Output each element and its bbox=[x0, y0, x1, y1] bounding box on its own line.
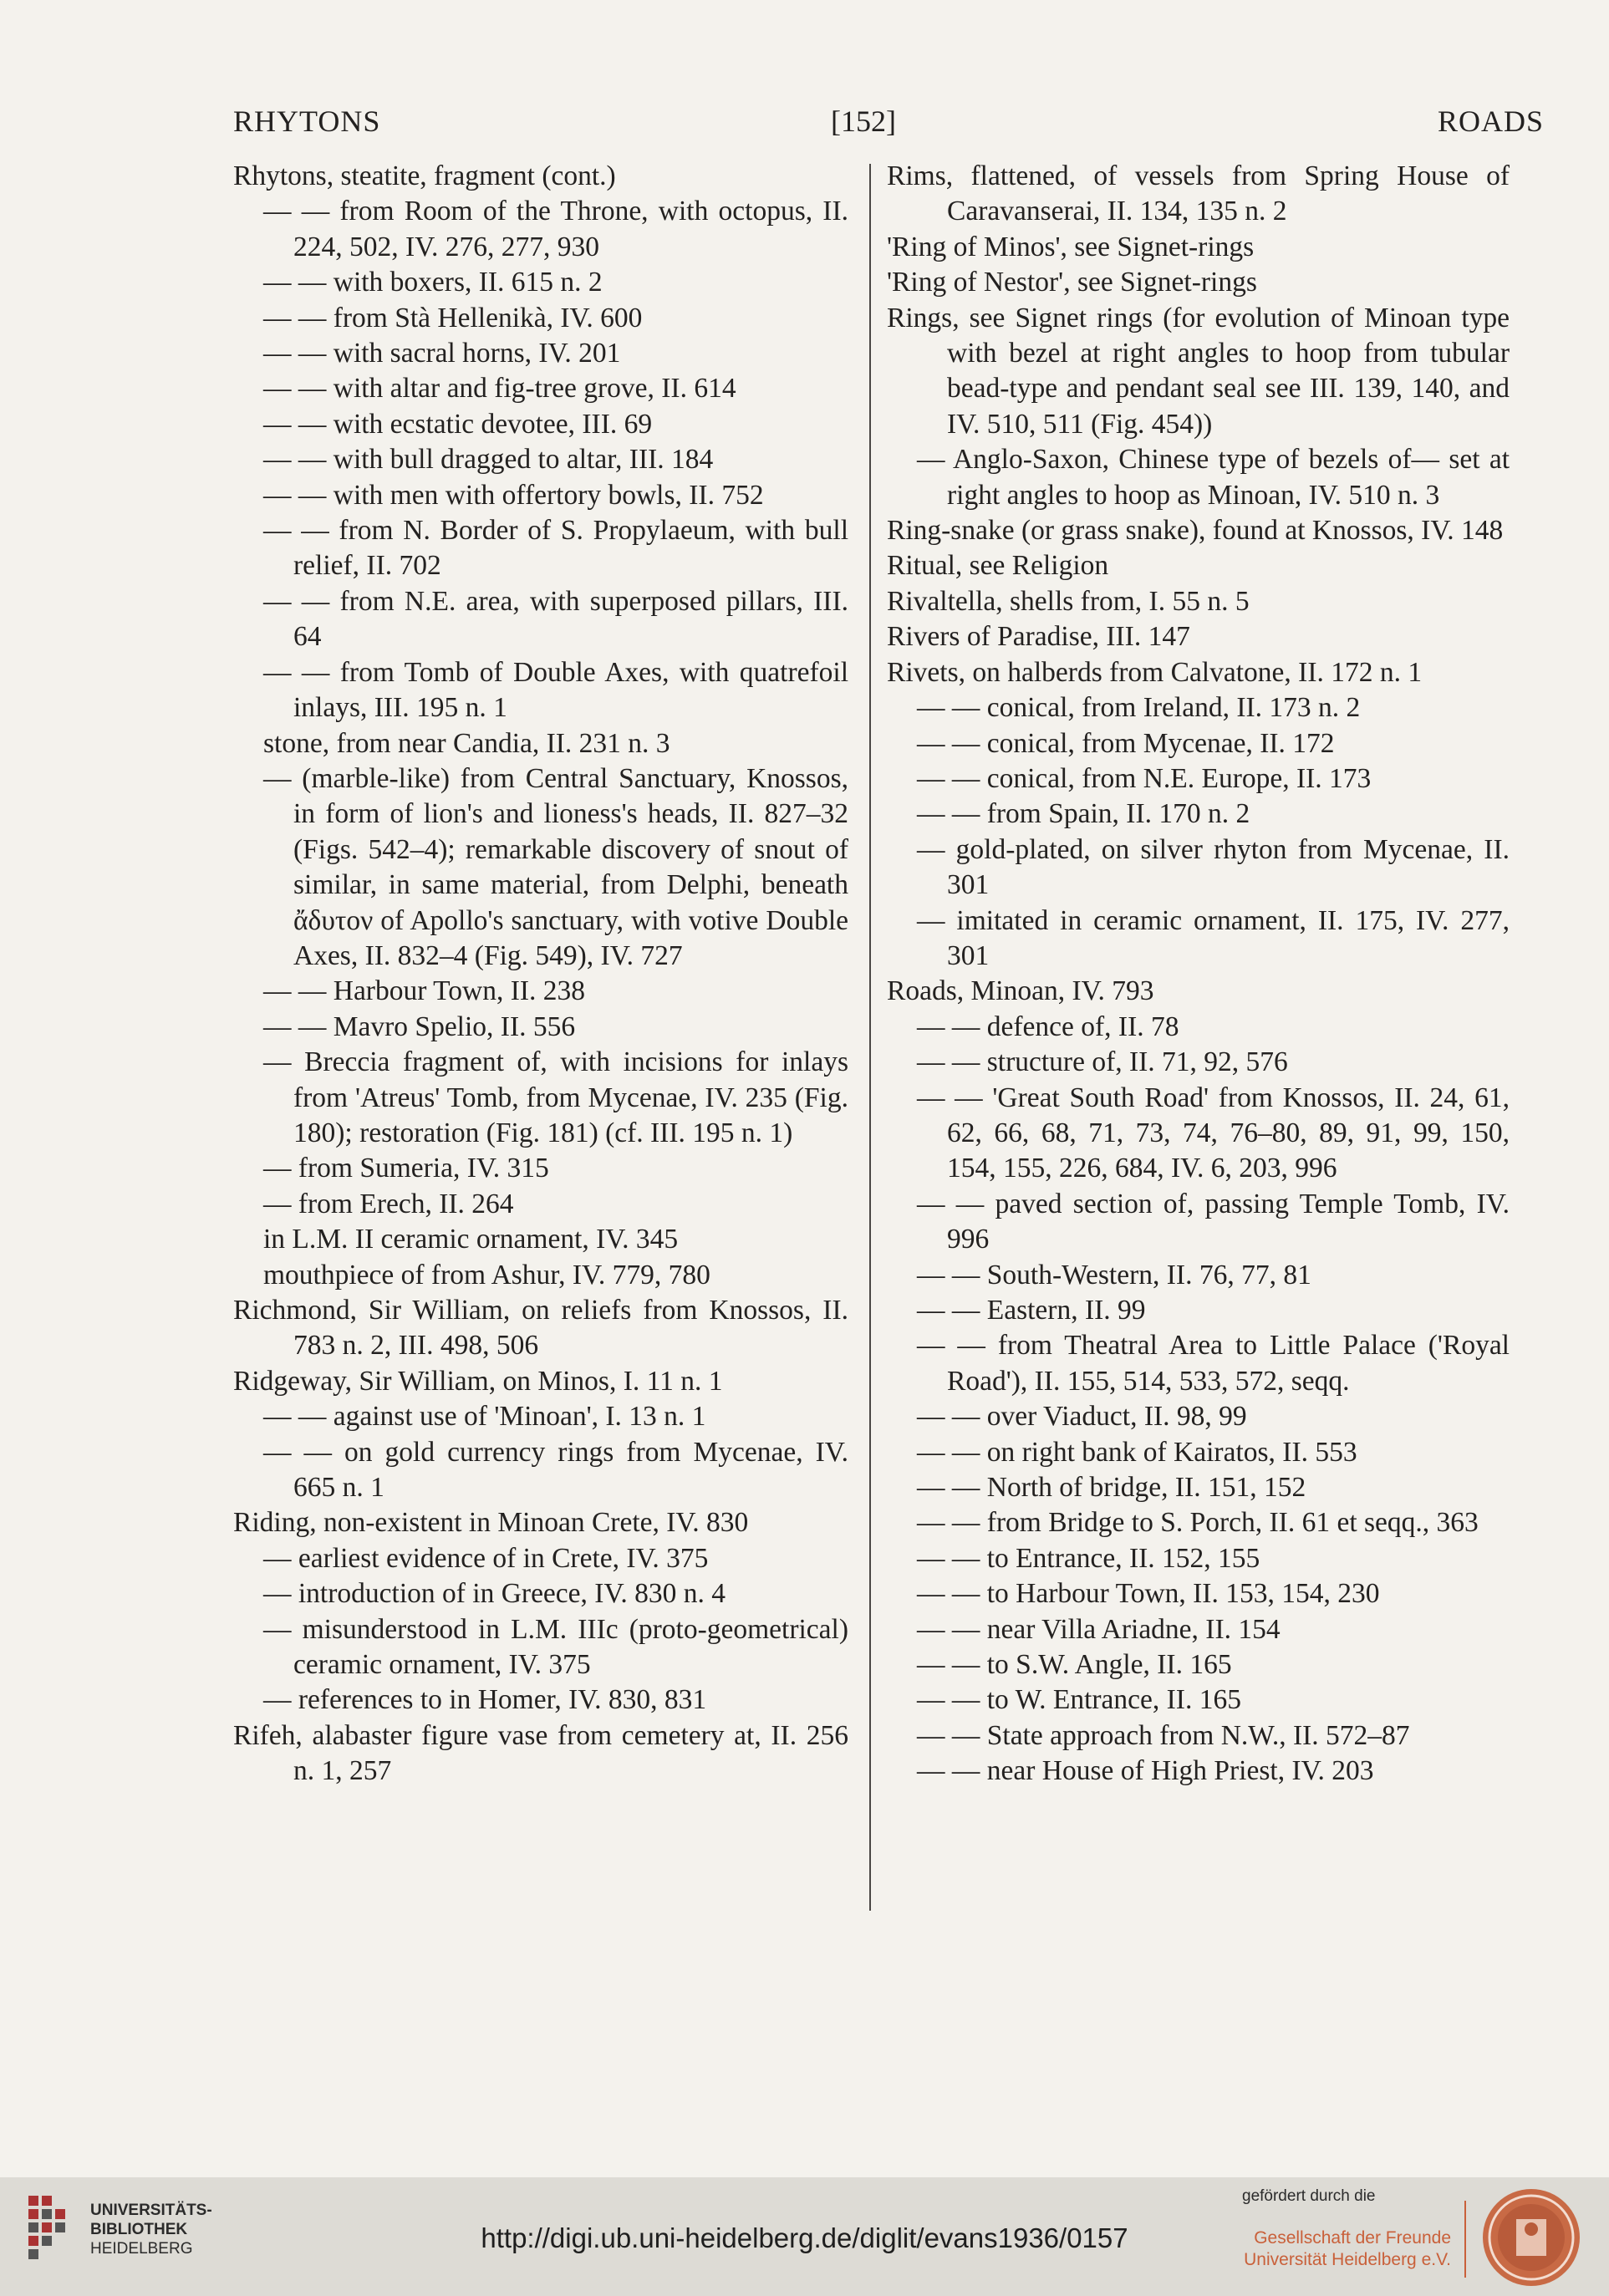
index-entry: — — to W. Entrance, II. 165 bbox=[917, 1684, 1241, 1716]
index-entry: — Anglo-Saxon, Chinese type of bezels of— set at right angles to hoop as Minoan, IV. 510 n. 3 bbox=[917, 444, 1510, 511]
index-entry: — — to Harbour Town, II. 153, 154, 230 bbox=[917, 1578, 1380, 1610]
index-entry: — — with boxers, II. 615 n. 2 bbox=[263, 267, 603, 298]
index-entry: — — from Theatral Area to Little Palace ('Royal Road'), II. 155, 514, 533, 572, seqq. bbox=[917, 1330, 1510, 1397]
digitization-footer bbox=[0, 2177, 1609, 2296]
index-entry: — — over Viaduct, II. 98, 99 bbox=[917, 1401, 1247, 1433]
index-entry: 'Ring of Nestor', see Signet-rings bbox=[887, 267, 1257, 298]
index-entry: — gold-plated, on silver rhyton from Mycenae, II. 301 bbox=[917, 833, 1510, 901]
index-entry: — references to in Homer, IV. 830, 831 bbox=[263, 1684, 707, 1716]
index-entry: Roads, Minoan, IV. 793 bbox=[887, 975, 1154, 1007]
index-entry: — — conical, from Mycenae, II. 172 bbox=[917, 727, 1335, 759]
index-entry: — — paved section of, passing Temple Tomb, IV. 996 bbox=[917, 1188, 1510, 1255]
library-name-line-2: BIBLIOTHEK bbox=[90, 2221, 188, 2238]
index-entry: — — with bull dragged to altar, III. 184 bbox=[263, 444, 714, 476]
sponsor-name-line-1: Gesellschaft der Freunde bbox=[1254, 2228, 1451, 2248]
index-entry: — — from N. Border of S. Propylaeum, with bull relief, II. 702 bbox=[263, 515, 848, 582]
sponsor-name bbox=[1200, 2227, 1451, 2271]
index-entry: — from Erech, II. 264 bbox=[263, 1188, 514, 1219]
index-entry: — — to Entrance, II. 152, 155 bbox=[917, 1542, 1260, 1574]
sponsor-label: gefördert durch die bbox=[1242, 2187, 1376, 2205]
header-left-word: RHYTONS bbox=[233, 104, 381, 138]
index-entry: — — to S.W. Angle, II. 165 bbox=[917, 1649, 1232, 1681]
index-entry: — — on gold currency rings from Mycenae, IV. 665 n. 1 bbox=[263, 1436, 848, 1504]
index-entry: — — with altar and fig-tree grove, II. 614 bbox=[263, 373, 736, 405]
index-column-left bbox=[233, 159, 848, 1789]
column-divider bbox=[869, 164, 871, 1911]
index-entry: — — from Spain, II. 170 n. 2 bbox=[917, 798, 1250, 830]
index-entry: — — from Room of the Throne, with octopus, II. 224, 502, IV. 276, 277, 930 bbox=[263, 196, 848, 262]
page-number: [152] bbox=[831, 104, 896, 138]
index-entry: — — State approach from N.W., II. 572–87 bbox=[917, 1719, 1410, 1751]
index-entry: — — defence of, II. 78 bbox=[917, 1011, 1179, 1042]
library-name-line-3: HEIDELBERG bbox=[90, 2240, 193, 2258]
index-entry: — — North of bridge, II. 151, 152 bbox=[917, 1472, 1306, 1504]
index-entry: Rhytons, steatite, fragment (cont.) bbox=[233, 160, 616, 191]
index-entry: Ritual, see Religion bbox=[887, 550, 1109, 582]
index-entry: Rivers of Paradise, III. 147 bbox=[887, 621, 1190, 653]
index-entry: Rims, flattened, of vessels from Spring House of Caravanserai, II. 134, 135 n. 2 bbox=[887, 160, 1510, 227]
index-entry: — — conical, from N.E. Europe, II. 173 bbox=[917, 762, 1372, 794]
index-entry: — introduction of in Greece, IV. 830 n. 4 bbox=[263, 1578, 726, 1610]
index-entry: 'Ring of Minos', see Signet-rings bbox=[887, 231, 1255, 262]
index-entry: — — near House of High Priest, IV. 203 bbox=[917, 1755, 1374, 1787]
index-entry: — — from Stà Hellenikà, IV. 600 bbox=[263, 302, 643, 333]
sponsor-name-line-2: Universität Heidelberg e.V. bbox=[1244, 2250, 1451, 2269]
index-entry: Ridgeway, Sir William, on Minos, I. 11 n. 1 bbox=[233, 1365, 723, 1397]
index-entry: — imitated in ceramic ornament, II. 175, IV. 277, 301 bbox=[917, 904, 1510, 971]
index-entry: — from Sumeria, IV. 315 bbox=[263, 1153, 549, 1184]
index-entry: — — Mavro Spelio, II. 556 bbox=[263, 1011, 576, 1042]
index-entry: — — from N.E. area, with superposed pillars, III. 64 bbox=[263, 585, 848, 653]
index-entry: Rifeh, alabaster figure vase from cemetery at, II. 256 n. 1, 257 bbox=[233, 1719, 848, 1787]
index-entry: — — against use of 'Minoan', I. 13 n. 1 bbox=[263, 1401, 706, 1433]
index-entry: Richmond, Sir William, on reliefs from Knossos, II. 783 n. 2, III. 498, 506 bbox=[233, 1295, 848, 1362]
index-entry: — Breccia fragment of, with incisions for inlays from 'Atreus' Tomb, from Mycenae, IV. 235 (Fig. 180); restoration (Fig. 181) (cf. III. 195 n. 1) bbox=[263, 1046, 848, 1148]
index-entry: — — conical, from Ireland, II. 173 n. 2 bbox=[917, 692, 1361, 724]
index-entry: — — Harbour Town, II. 238 bbox=[263, 975, 586, 1007]
index-entry: — misunderstood in L.M. IIIc (proto-geometrical) ceramic ornament, IV. 375 bbox=[263, 1613, 848, 1681]
index-entry: — — from Bridge to S. Porch, II. 61 et seqq., 363 bbox=[917, 1507, 1479, 1539]
index-entry: — — on right bank of Kairatos, II. 553 bbox=[917, 1436, 1357, 1468]
index-entry: — earliest evidence of in Crete, IV. 375 bbox=[263, 1542, 709, 1574]
index-entry: stone, from near Candia, II. 231 n. 3 bbox=[263, 727, 670, 759]
index-column-right bbox=[887, 159, 1510, 1789]
index-entry: — — with ecstatic devotee, III. 69 bbox=[263, 408, 653, 440]
index-entry: — — near Villa Ariadne, II. 154 bbox=[917, 1613, 1281, 1645]
header-right-word: ROADS bbox=[1437, 104, 1544, 138]
index-entry: — — structure of, II. 71, 92, 576 bbox=[917, 1046, 1288, 1078]
sponsor-divider bbox=[1464, 2201, 1466, 2278]
index-entry: — (marble-like) from Central Sanctuary, Knossos, in form of lion's and lioness's heads, II. 827–32 (Figs. 542–4); remarkable discovery of snout of similar, in same material, from Delphi, beneath ἄδυτον of Apollo's sanctuary, with votive Double Axes, II. 832–4 (Fig. 549), IV. 727 bbox=[263, 762, 848, 971]
index-entry: — — Eastern, II. 99 bbox=[917, 1295, 1146, 1326]
index-entry: Rivets, on halberds from Calvatone, II. 172 n. 1 bbox=[887, 656, 1423, 688]
index-entry: in L.M. II ceramic ornament, IV. 345 bbox=[263, 1224, 679, 1255]
index-entry: Rings, see Signet rings (for evolution of Minoan type with bezel at right angles to hoop from tubular bead-type and pendant seal see III. 139, 140, and IV. 510, 511 (Fig. 454)) bbox=[887, 302, 1510, 440]
index-entry: — — with sacral horns, IV. 201 bbox=[263, 338, 621, 369]
index-entry: Rivaltella, shells from, I. 55 n. 5 bbox=[887, 585, 1250, 617]
library-name-line-1: UNIVERSITÄTS- bbox=[90, 2202, 212, 2219]
university-seal-icon bbox=[1479, 2186, 1583, 2289]
index-entry: Ring-snake (or grass snake), found at Knossos, IV. 148 bbox=[887, 515, 1504, 547]
permalink-url[interactable]: http://digi.ub.uni-heidelberg.de/diglit/evans1936/0157 bbox=[481, 2222, 1128, 2253]
index-entry: — — from Tomb of Double Axes, with quatrefoil inlays, III. 195 n. 1 bbox=[263, 656, 848, 724]
running-header bbox=[233, 104, 1544, 140]
index-entry: — — with men with offertory bowls, II. 752 bbox=[263, 479, 764, 511]
index-entry: — — South-Western, II. 76, 77, 81 bbox=[917, 1259, 1311, 1291]
index-entry: Riding, non-existent in Minoan Crete, IV. 830 bbox=[233, 1507, 749, 1539]
index-entry: — — 'Great South Road' from Knossos, II. 24, 61, 62, 66, 68, 71, 73, 74, 76–80, 89, 91, 99, 150, 154, 155, 226, 684, IV. 6, 203, 996 bbox=[917, 1082, 1510, 1184]
index-entry: mouthpiece of from Ashur, IV. 779, 780 bbox=[263, 1259, 710, 1291]
